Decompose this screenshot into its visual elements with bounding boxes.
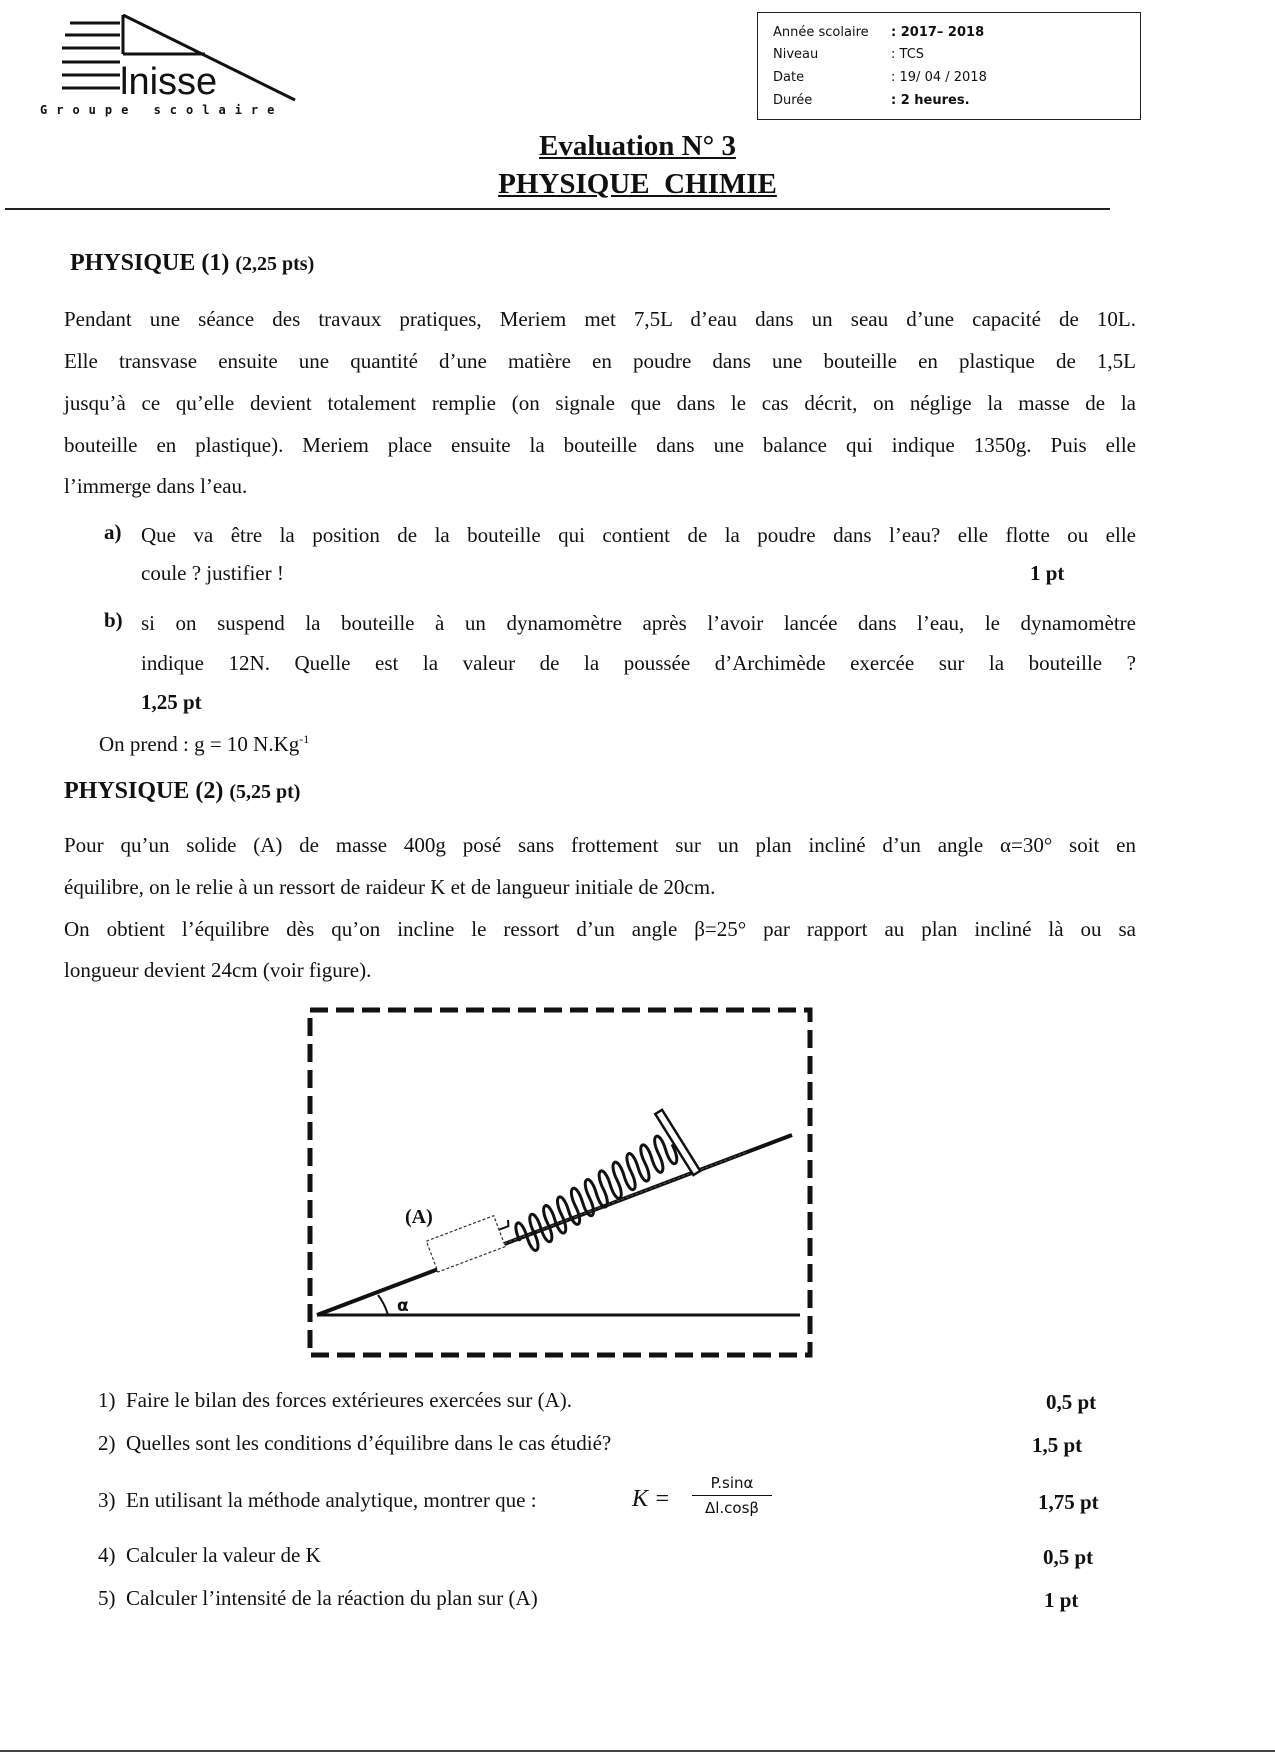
question-3: 3) En utilisant la méthode analytique, montrer que : (98, 1488, 537, 1512)
question-5-points: 1 pt (1044, 1588, 1079, 1612)
inclined-plane-figure (300, 995, 880, 1375)
given-value: On prend : g = 10 $N.Kg^{-1}$ (99, 732, 310, 756)
paragraph-line: jusqu’à ce qu’elle devient totalement remplie (on signale que dans le cas décrit, on néglige la masse de la (64, 391, 1136, 415)
info-row-date: Date : 19/ 04 / 2018 (773, 70, 987, 85)
info-row-year: Année scolaire : 2017– 2018 (773, 25, 985, 40)
exam-subject: PHYSIQUE CHIMIE (498, 168, 777, 200)
footer-divider (0, 1750, 1275, 1752)
formula-numerator: P.sinα (692, 1474, 772, 1496)
info-row-level: Niveau : TCS (773, 47, 925, 62)
paragraph-line: équilibre, on le relie à un ressort de raideur K et de langueur initiale de 20cm. (64, 875, 716, 899)
question-b-text: si on suspend la bouteille à un dynamomètre après l’avoir lancée dans l’eau, le dynamomètre (141, 611, 1136, 635)
paragraph-line: bouteille en plastique). Meriem place ensuite la bouteille dans une balance qui indique 1350g. Puis elle (64, 433, 1136, 457)
paragraph-line: l’immerge dans l’eau. (64, 474, 248, 498)
paragraph-line: longueur devient 24cm (voir figure). (64, 958, 372, 982)
angle-arc (378, 1295, 388, 1315)
question-2-points: 1,5 pt (1032, 1433, 1083, 1457)
question-b-label: b) (104, 608, 123, 632)
paragraph-line: Pour qu’un solide (A) de masse 400g posé sans frottement sur un plan incliné d’un angle α=30° soit en (64, 833, 1136, 857)
question-a-label: a) (104, 520, 122, 544)
question-b-points: 1,25 pt (141, 690, 202, 714)
school-logo (40, 10, 330, 120)
part2-heading: PHYSIQUE (2) (5,25 pt) (64, 778, 301, 804)
angle-label: α (397, 1296, 409, 1316)
svg-text:lnisse: lnisse (120, 61, 218, 103)
paragraph-line: Elle transvase ensuite une quantité d’une matière en poudre dans une bouteille en plastique de 1,5L (64, 349, 1136, 373)
formula-denominator: Δl.cosβ (704, 1499, 759, 1517)
spring (501, 1110, 700, 1272)
question-5: 5) Calculer l’intensité de la réaction du plan sur (A) (98, 1586, 538, 1610)
svg-text:Groupe scolaire: Groupe scolaire (40, 103, 284, 117)
info-row-duration: Durée : 2 heures. (773, 93, 970, 108)
question-a-text: coule ? justifier ! (141, 561, 284, 585)
solid-label: (A) (405, 1206, 433, 1228)
question-4-points: 0,5 pt (1043, 1545, 1094, 1569)
formula-lhs: K = (632, 1486, 671, 1512)
paragraph-line: On obtient l’équilibre dès qu’on incline le ressort d’un angle β=25° par rapport au plan incliné là ou sa (64, 917, 1136, 941)
header-divider (5, 208, 1110, 210)
question-a-points: 1 pt (1030, 561, 1065, 585)
question-3-points: 1,75 pt (1038, 1490, 1099, 1514)
question-2: 2) Quelles sont les conditions d’équilibre dans le cas étudié? (98, 1431, 612, 1455)
question-4: 4) Calculer la valeur de K (98, 1543, 321, 1567)
figure-frame (310, 1010, 810, 1355)
formula-fraction (692, 1474, 772, 1517)
question-1: 1) Faire le bilan des forces extérieures exercées sur (A). (98, 1388, 573, 1412)
part1-heading: PHYSIQUE (1) (2,25 pts) (70, 250, 315, 276)
question-b-text: indique 12N. Quelle est la valeur de la poussée d’Archimède exercée sur la bouteille ? (141, 651, 1136, 675)
solid-a (426, 1124, 746, 1272)
question-1-points: 0,5 pt (1046, 1390, 1097, 1414)
exam-info-box (757, 12, 1141, 120)
question-a-text: Que va être la position de la bouteille qui contient de la poudre dans l’eau? elle flotte ou elle (141, 523, 1136, 547)
exam-title: Evaluation N° 3 (539, 130, 736, 162)
paragraph-line: Pendant une séance des travaux pratiques, Meriem met 7,5L d’eau dans un seau d’une capacité de 10L. (64, 307, 1136, 331)
